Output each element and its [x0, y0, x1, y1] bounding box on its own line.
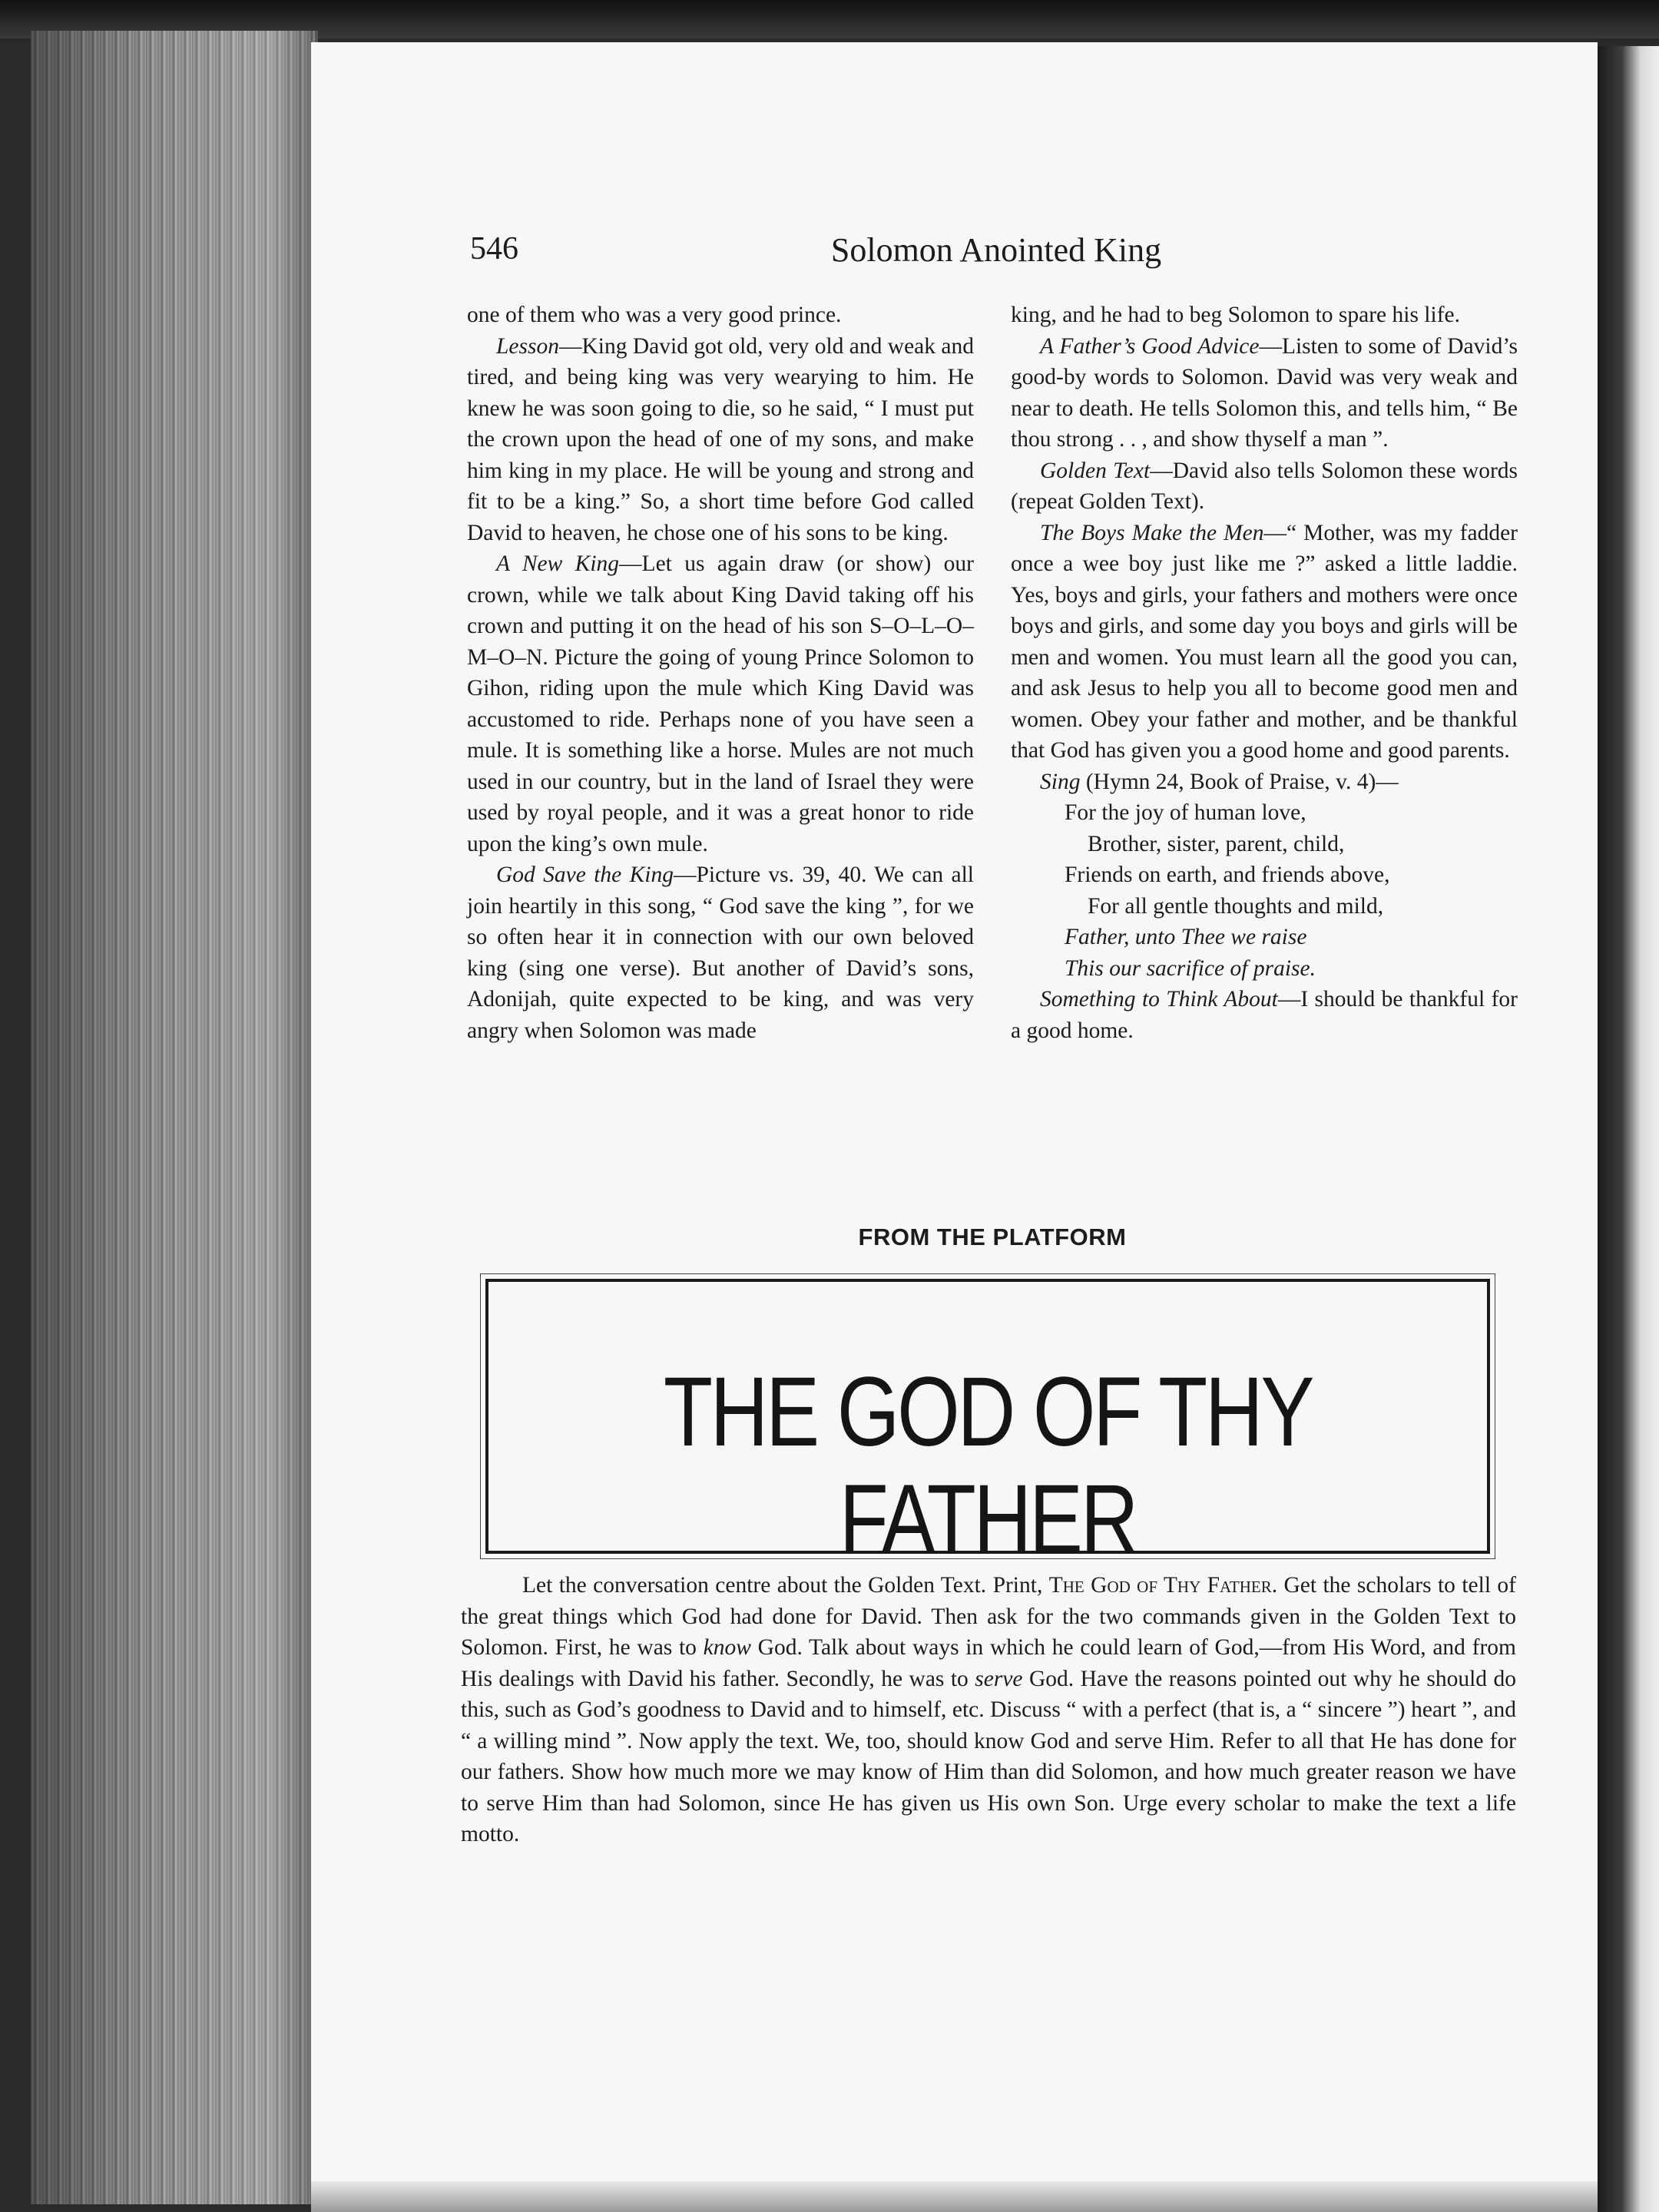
paragraph: king, and he had to beg Solomon to spare his life. — [1011, 303, 1460, 327]
book-gutter-right — [1598, 46, 1659, 2212]
text-run: Let the conversation centre about the Golden Text. Print, — [522, 1573, 1049, 1598]
running-title: Solomon Anointed King — [830, 231, 1162, 269]
paragraph-text: —Picture vs. 39, 40. We can all join heartily in this song, “ God save the king ”, for we so often hear it in connection with our own beloved king (sing one verse). But another of David’s sons, Adonijah, quite expected to be king, and was very angry when Solomon was made — [467, 863, 974, 1043]
platform-display-box — [485, 1279, 1490, 1575]
paragraph-god-save — [467, 859, 974, 1046]
book-edge-shadow — [31, 31, 315, 2204]
paragraph-golden-text — [1011, 455, 1518, 518]
run-in-heading: A New King — [496, 551, 620, 576]
left-column — [467, 300, 974, 1046]
hymn-verse — [1011, 797, 1518, 984]
text-run: God. Talk about ways in which he could learn of God,—from His Word, and from His dealings with David his father. Secondly, he was to — [461, 1635, 1516, 1691]
paragraph-text: —Let us again draw (or show) our crown, while we talk about King David taking off his crown and putting it on the head of his son S–O–L–O–M–O–N. Picture the going of young Prince Solomon to Gihon, riding upon the mule which King David was accustomed to ride. Perhaps none of you have seen a mule. It is something like a horse. Mules are not much used in our country, but in the land of Israel they were used by royal people, and it was a great honor to ride upon the king’s own mule. — [467, 551, 974, 856]
paragraph-lesson — [467, 331, 974, 549]
run-in-heading: Something to Think About — [1040, 987, 1278, 1012]
hymn-line: Brother, sister, parent, child, — [1088, 831, 1345, 856]
hymn-line: Friends on earth, and friends above, — [1065, 863, 1390, 887]
run-in-heading: God Save the King — [496, 863, 674, 887]
hymn-line: This our sacrifice of praise. — [1065, 955, 1316, 981]
run-in-heading: Golden Text — [1040, 458, 1151, 483]
paragraph-sing — [1011, 767, 1518, 798]
small-caps-text: The God of Thy Father — [1048, 1573, 1272, 1598]
page-header — [470, 230, 1522, 276]
paragraph — [461, 1570, 1516, 1850]
paragraph-text: (Hymn 24, Book of Praise, v. 4)— — [1080, 769, 1399, 794]
paragraph-text: —“ Mother, was my fadder once a wee boy just like me ?” asked a little laddie. Yes, boys and girls, your fathers and mothers were once boys and girls, and some day you boys and girls will be men and women. You must learn all the good you can, and ask Jesus to help you all to become good men and women. Obey your father and mother, and be thankful that God has given you a good home and good parents. — [1011, 520, 1518, 763]
emphasis: serve — [975, 1666, 1023, 1691]
section-heading: FROM THE PLATFORM — [858, 1224, 1127, 1250]
hymn-line: For the joy of human love, — [1065, 800, 1306, 825]
page-bottom-shadow — [311, 2181, 1598, 2212]
paragraph-boys — [1011, 518, 1518, 767]
text-run: . Get the scholars to tell of the great things which God had done for David. Then ask for the two commands given in the Golden Text to Solomon. First, he was to — [461, 1573, 1516, 1660]
hymn-line: Father, unto Thee we raise — [1065, 925, 1307, 949]
paragraph-text: —Listen to some of David’s good-by words to Solomon. David was very weak and near to death. He tells Solomon this, and tells him, “ Be thou strong . . , and show thyself a man ”. — [1011, 333, 1518, 452]
paragraph-new-king — [467, 548, 974, 859]
paragraph-advice — [1011, 331, 1518, 455]
paragraph-text: —King David got old, very old and weak and tired, and being king was very wearying to him. He knew he was soon going to die, so he said, “ I must put the crown upon the head of one of my sons, and make him king in my place. He will be young and strong and fit to be a king.” So, a short time before God called David to heaven, he chose one of his sons to be king. — [467, 333, 974, 545]
run-in-heading: Sing — [1040, 769, 1081, 794]
paragraph-text: —David also tells Solomon these words (repeat Golden Text). — [1011, 458, 1518, 514]
emphasis: know — [703, 1635, 751, 1660]
paragraph-think — [1011, 984, 1518, 1046]
hymn-line: For all gentle thoughts and mild, — [1088, 893, 1384, 919]
text-run: God. Have the reasons pointed out why he should do this, such as God’s goodness to David and to himself, etc. Discuss “ with a perfect (that is, a “ sincere ”) heart ”, and “ a willing mind ”. Now apply the text. We, too, should know God and serve Him. Refer to all that He has done for our fathers. Show how much more we may know of Him than did Solomon, and how much greater reason we have to serve Him than had Solomon, since He has given us His own Son. Urge every scholar to make the text a life motto. — [461, 1666, 1517, 1846]
page-number: 546 — [470, 231, 518, 267]
platform-motto: THE GOD OF THY FATHER — [663, 1357, 1313, 1575]
run-in-heading: Lesson — [496, 333, 559, 359]
right-column — [1011, 300, 1518, 1046]
paragraph-text: —I should be thankful for a good home. — [1011, 987, 1518, 1043]
paragraph: one of them who was a very good prince. — [467, 303, 842, 327]
run-in-heading: A Father’s Good Advice — [1040, 333, 1260, 359]
run-in-heading: The Boys Make the Men — [1040, 520, 1264, 545]
closing-paragraph — [461, 1570, 1516, 1850]
